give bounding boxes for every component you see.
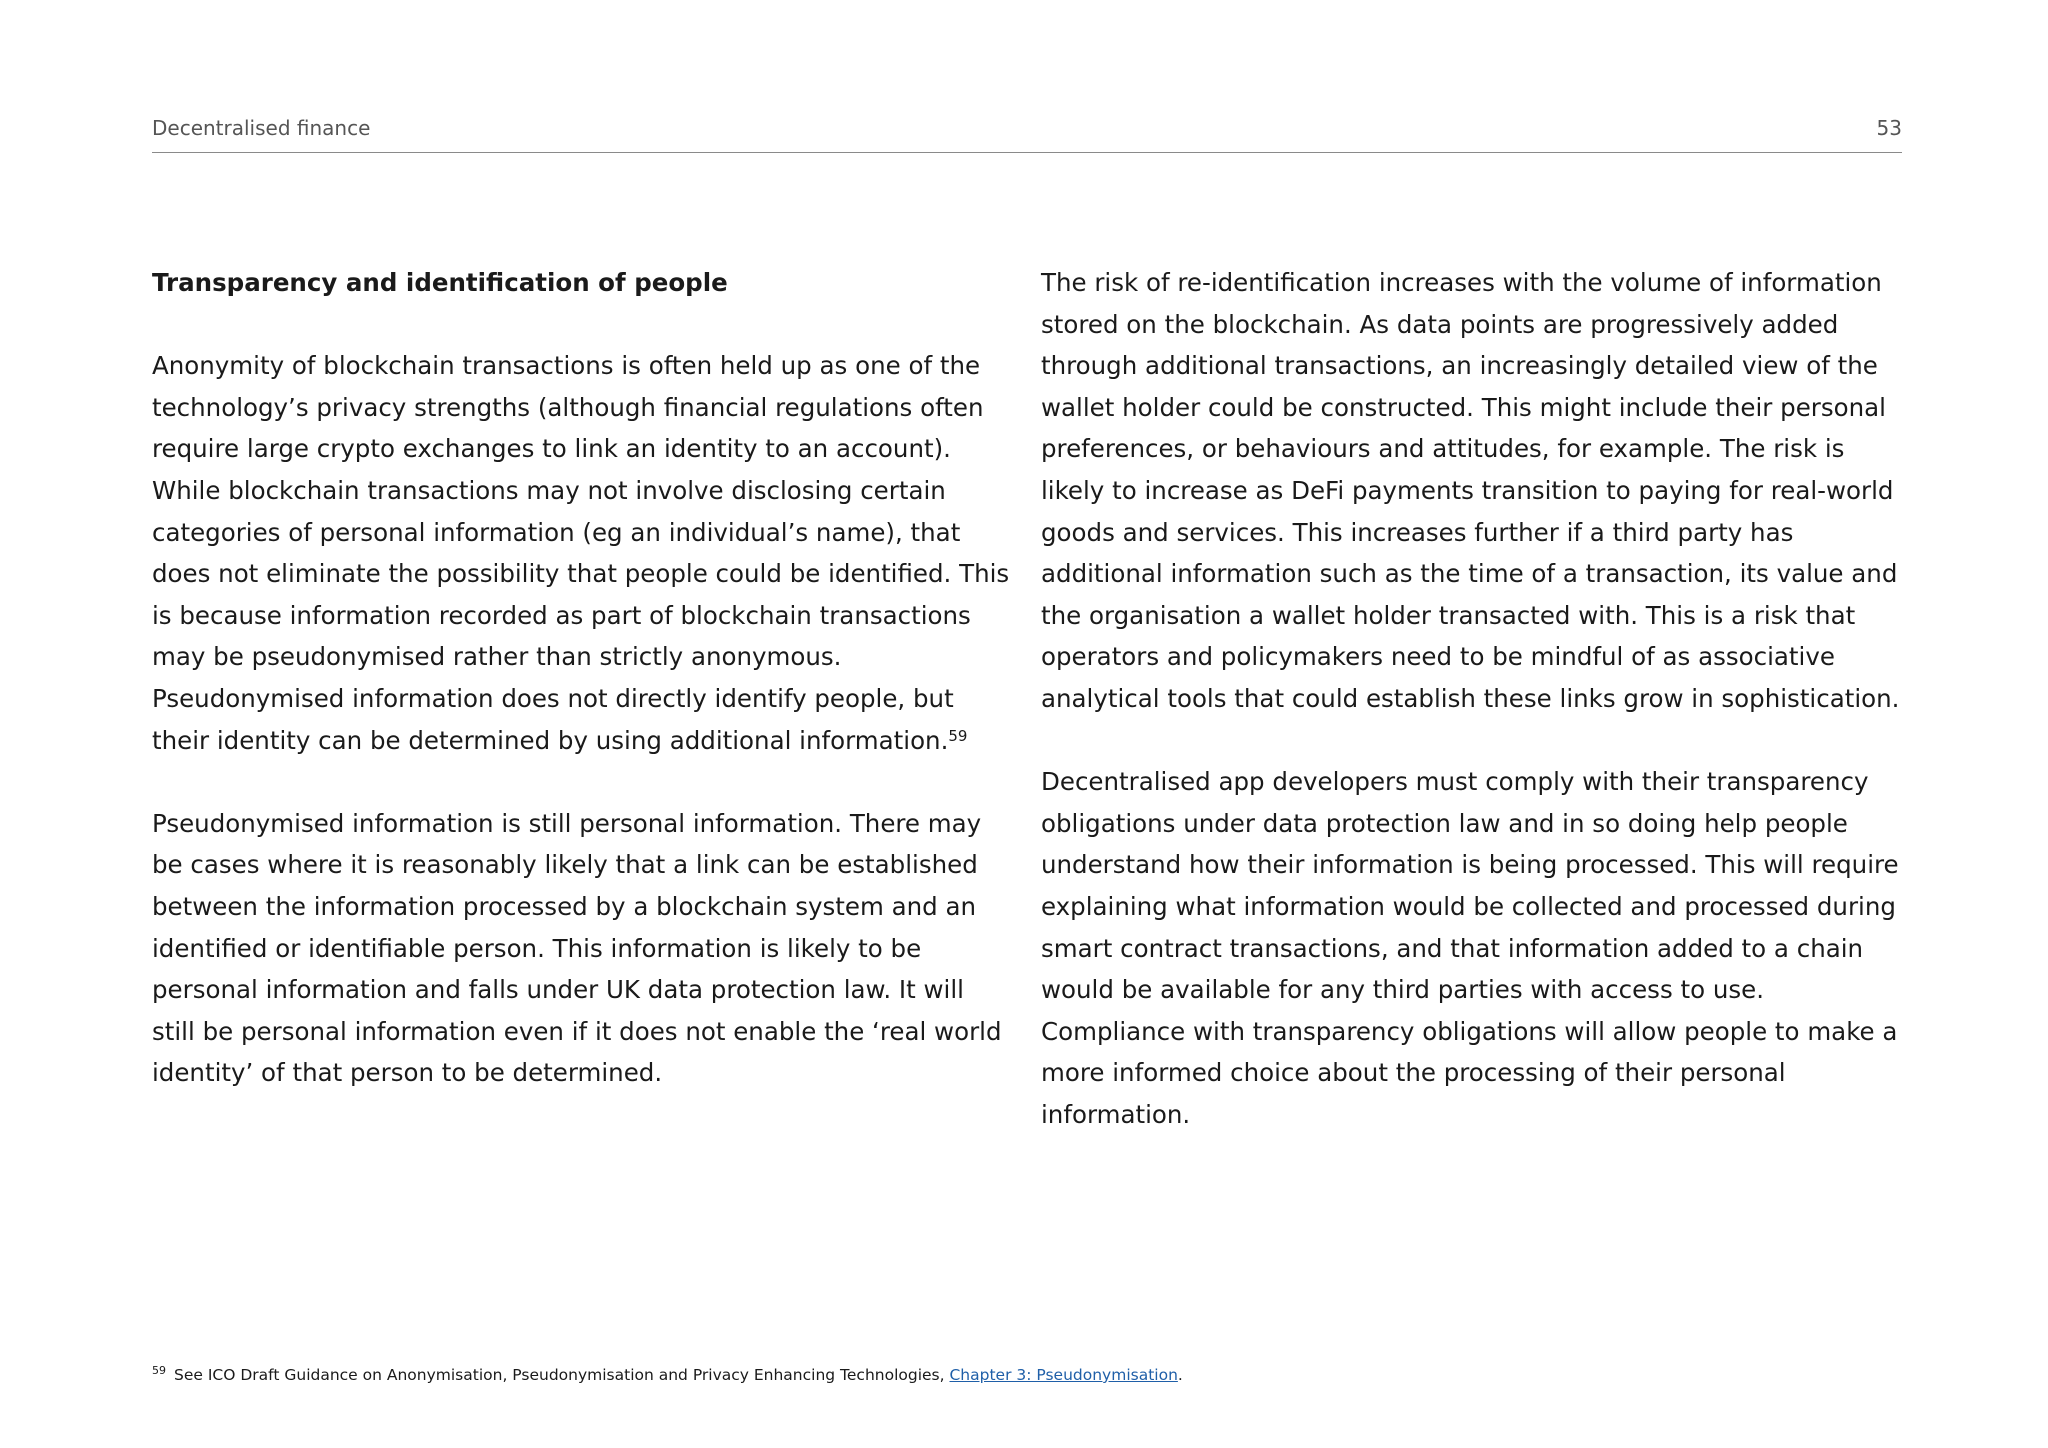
right-paragraph-2: Decentralised app developers must comply with their transparency obligations under data protection law and in so doing help people understand how their information is being processed. This will require explaining what information would be collected and processed during smart contract transactions, and that information added to a chain would be available for any third parties with access to use. Compliance with transparency obligations will allow people to make a more informed choice about the processing of their personal information. — [1041, 767, 1899, 1129]
footnote-reference[interactable]: 59 — [948, 726, 968, 745]
footnote-number: 59 — [152, 1364, 166, 1377]
footnote-trailing: . — [1177, 1366, 1183, 1384]
footnote-text: See ICO Draft Guidance on Anonymisation, Pseudonymisation and Privacy Enhancing Technologies, — [174, 1366, 945, 1384]
left-paragraph-2: Pseudonymised information is still personal information. There may be cases where it is reasonably likely that a link can be established between the information processed by a blockchain system and an identified or identifiable person. This information is likely to be personal information and falls under UK data protection law. It will still be personal information even if it does not enable the ‘real world identity’ of that person to be determined. — [152, 808, 1002, 1088]
right-paragraph-1: The risk of re-identification increases with the volume of information stored on the blockchain. As data points are progressively added through additional transactions, an increasingly detailed view of the wallet holder could be constructed. This might include their personal preferences, or behaviours and attitudes, for example. The risk is likely to increase as DeFi payments transition to paying for real-world goods and services. This increases further if a third party has additional information such as the time of a transaction, its value and the organisation a wallet holder transacted with. This is a risk that operators and policymakers need to be mindful of as associative analytical tools that could establish these links grow in sophistication. — [1041, 268, 1900, 713]
section-heading: Transparency and identification of people — [152, 268, 728, 297]
footnote-link[interactable]: Chapter 3: Pseudonymisation — [949, 1366, 1178, 1384]
page-number: 53 — [1876, 116, 1902, 140]
left-paragraph-1 — [152, 345, 1012, 761]
right-column — [1041, 262, 1911, 1177]
page-header — [152, 112, 1902, 153]
left-column — [152, 262, 1012, 1135]
left-paragraph-1-text: Anonymity of blockchain transactions is often held up as one of the technology’s privacy strengths (although financial regulations often require large crypto exchanges to link an identity to an account). While blockchain transactions may not involve disclosing certain categories of personal information (eg an individual’s name), that does not eliminate the possibility that people could be identified. This is because information recorded as part of blockchain transactions may be pseudonymised rather than strictly anonymous. Pseudonymised information does not directly identify people, but their identity can be determined by using additional information. — [152, 351, 1010, 755]
footnote — [152, 1364, 1902, 1384]
header-title: Decentralised finance — [152, 116, 371, 140]
